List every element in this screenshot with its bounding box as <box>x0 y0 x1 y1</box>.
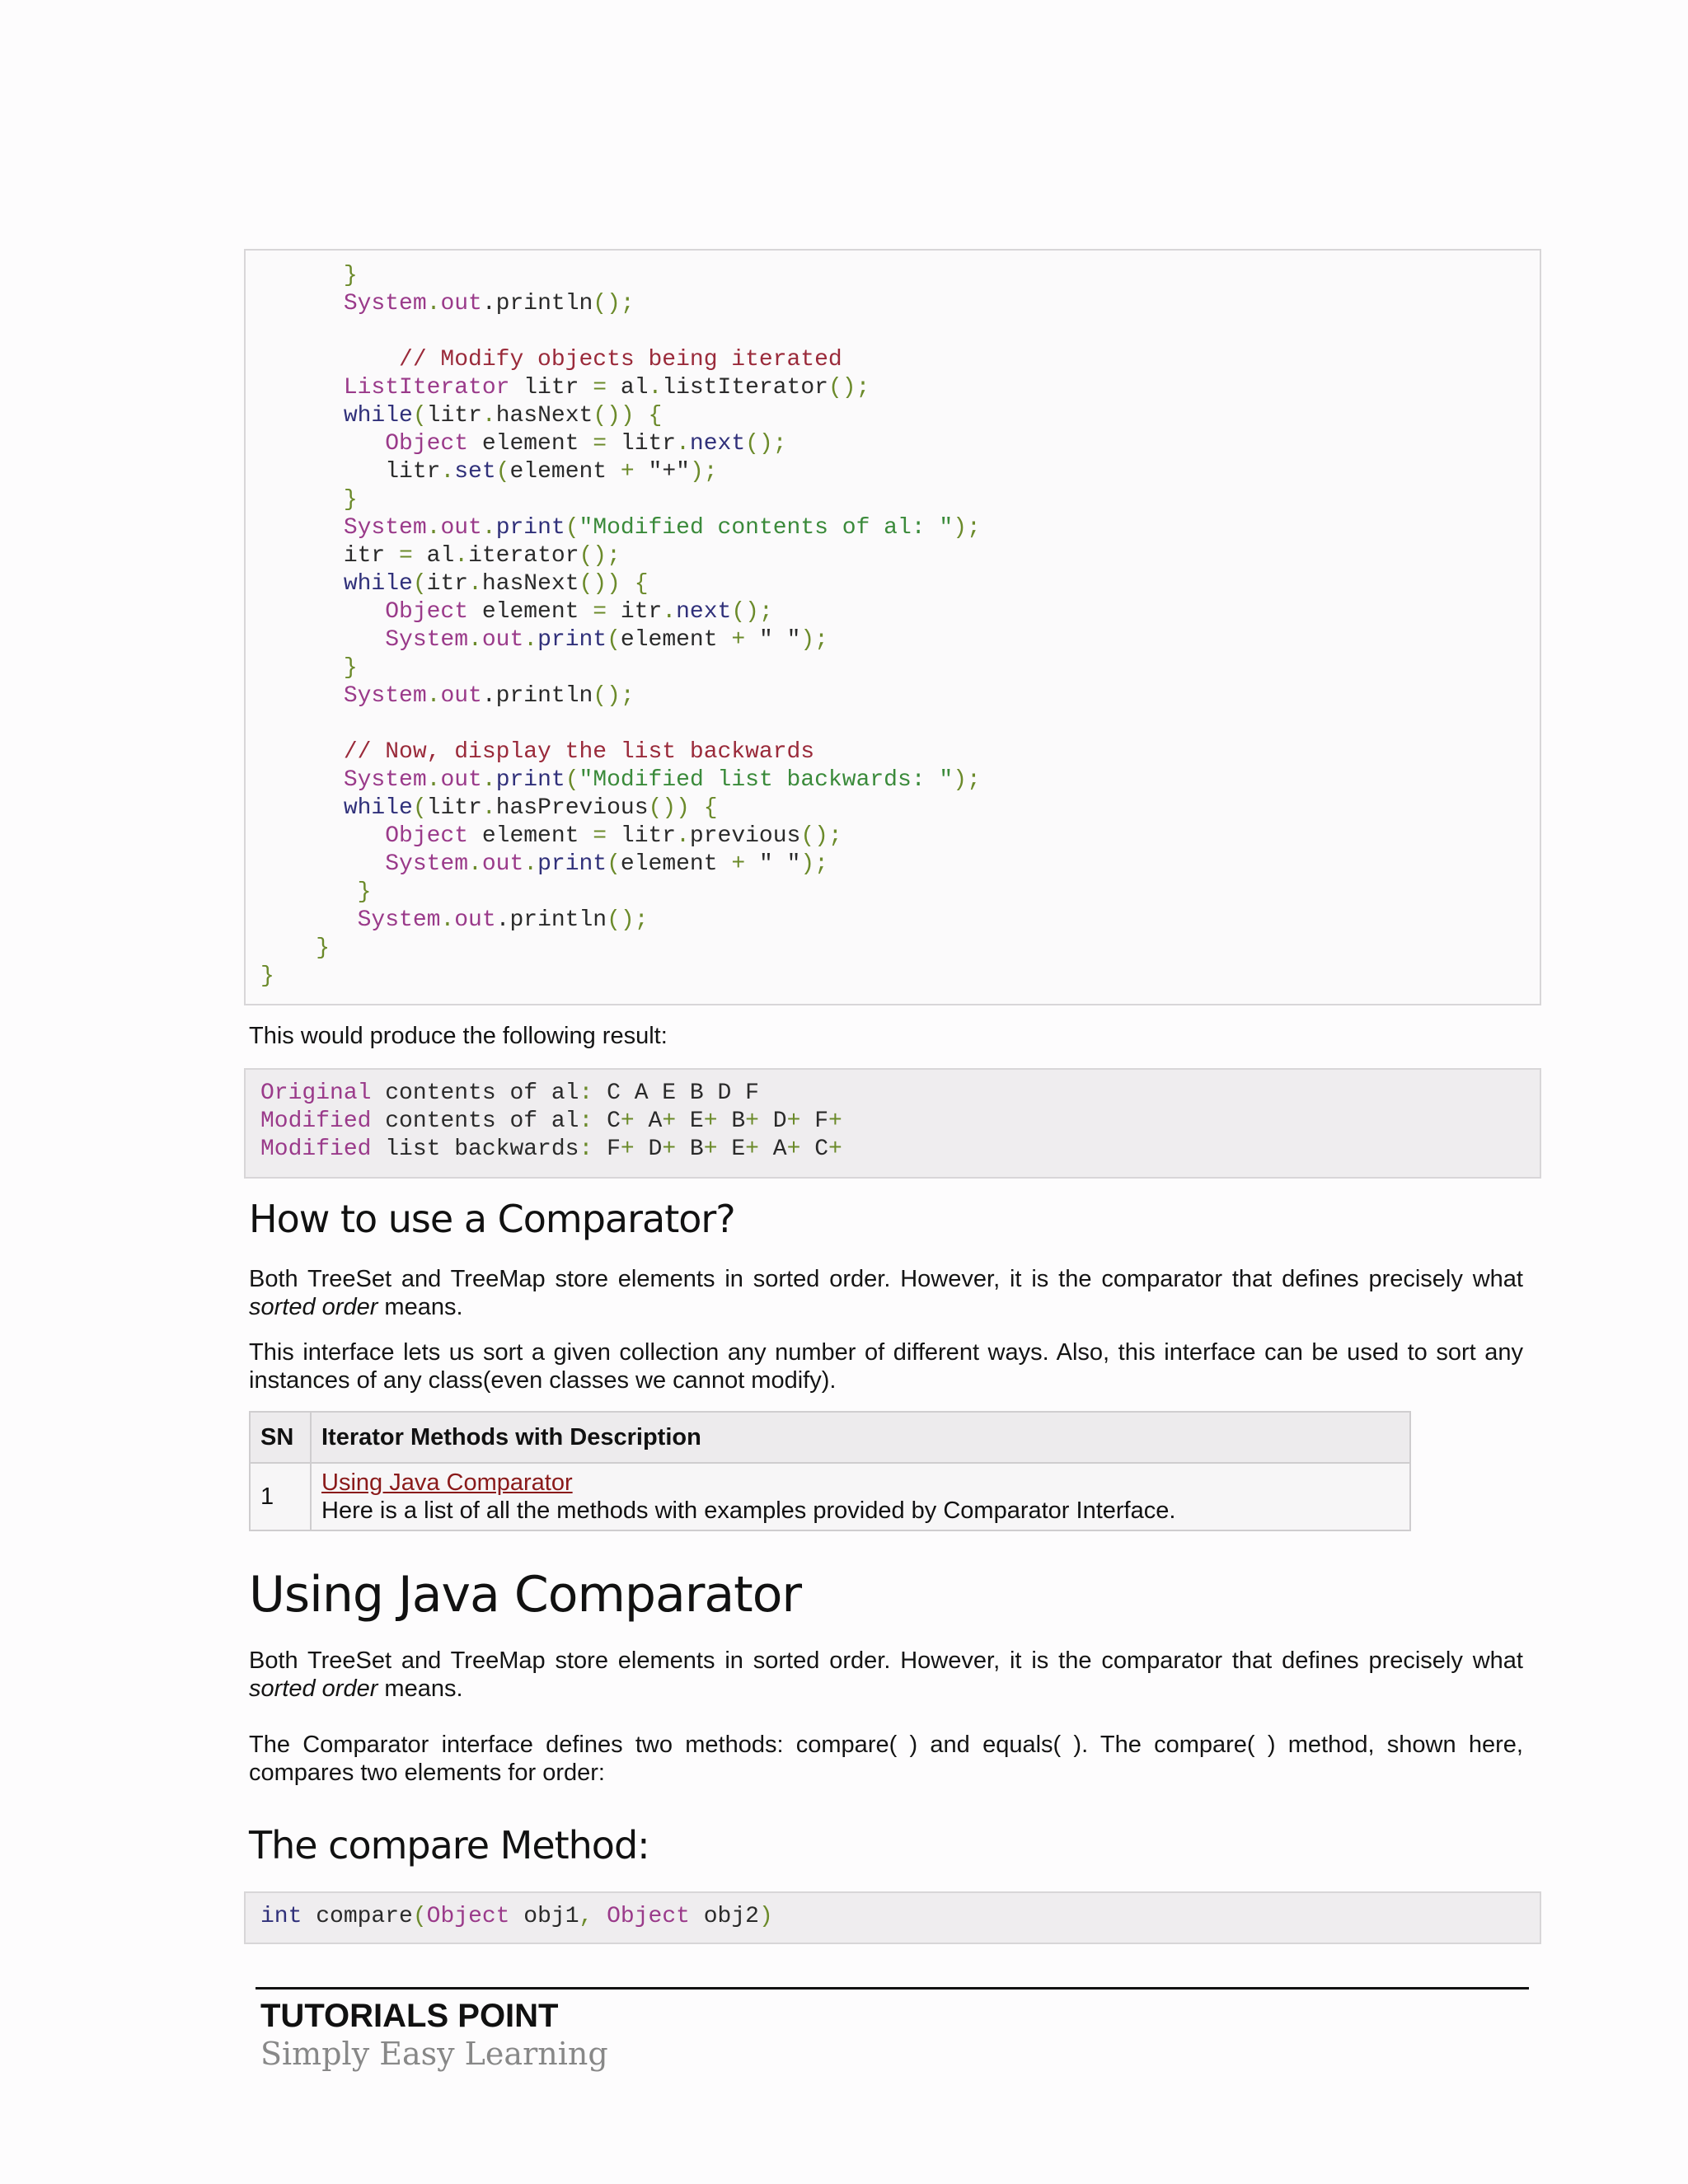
code-token: "Modified list backwards: " <box>579 767 954 793</box>
code-token: D <box>634 1137 663 1162</box>
code-token: System <box>260 767 427 793</box>
code-token: + <box>620 1137 635 1162</box>
code-line <box>260 290 635 318</box>
code-token: out <box>440 291 482 316</box>
code-token: . <box>426 291 441 316</box>
code-token: = <box>593 375 607 401</box>
code-token: out <box>454 907 496 933</box>
code-token: . <box>454 543 469 569</box>
code-token: . <box>648 375 663 401</box>
code-line <box>260 963 274 991</box>
code-token: } <box>260 263 358 288</box>
code-token: itr <box>426 571 469 597</box>
code-token: Modified <box>260 1108 372 1134</box>
code-token: = <box>593 599 607 625</box>
code-token: System <box>260 907 441 933</box>
code-line <box>260 570 649 598</box>
code-token: D <box>758 1108 787 1134</box>
code-line <box>260 542 621 570</box>
code-token: contents of al <box>371 1108 579 1134</box>
code-line <box>260 262 358 290</box>
code-token: . <box>468 627 482 653</box>
table-cell-description <box>311 1463 1410 1530</box>
code-token: int <box>260 1904 302 1929</box>
code-token: iterator <box>468 543 579 569</box>
code-token: + <box>620 1108 635 1134</box>
code-token: out <box>440 515 482 541</box>
code-token: : <box>579 1080 593 1106</box>
code-token: E <box>717 1137 746 1162</box>
code-token: . <box>523 851 538 877</box>
code-token: ( <box>607 851 621 877</box>
code-line <box>260 738 814 766</box>
code-token: previous <box>689 823 801 849</box>
code-token: . <box>676 431 690 457</box>
method-description-text: Here is a list of all the methods with examples provided by Comparator Interface. <box>321 1497 1176 1524</box>
code-token: = <box>593 823 607 849</box>
code-token: + <box>662 1108 677 1134</box>
code-token: out <box>440 683 482 709</box>
code-token: list backwards <box>371 1137 579 1162</box>
code-token: ( <box>412 571 427 597</box>
code-token: litr <box>426 795 482 821</box>
code-line <box>260 458 718 486</box>
code-token: Object <box>426 1904 510 1929</box>
code-token: " " <box>745 627 801 653</box>
code-token: } <box>260 879 372 905</box>
code-token: . <box>440 459 455 485</box>
code-line <box>260 626 828 654</box>
table-row <box>250 1463 1410 1530</box>
code-token: . <box>676 823 690 849</box>
code-token: al <box>607 375 649 401</box>
code-line <box>260 794 718 823</box>
code-token: print <box>495 515 565 541</box>
table-header-description: Iterator Methods with Description <box>311 1412 1410 1463</box>
code-token: out <box>481 851 524 877</box>
code-token: . <box>440 907 455 933</box>
code-token: F <box>593 1137 621 1162</box>
methods-table <box>249 1411 1411 1531</box>
heading-how-to-use-comparator: How to use a Comparator? <box>249 1197 735 1241</box>
code-token: Object <box>607 1904 690 1929</box>
code-token: ( <box>412 403 427 429</box>
code-token: litr <box>509 375 593 401</box>
using-paragraph-1 <box>249 1647 1523 1703</box>
code-token: (); <box>593 291 635 316</box>
code-token: itr <box>260 543 400 569</box>
code-line <box>260 682 635 710</box>
code-token: + <box>828 1137 842 1162</box>
code-token: element <box>468 823 593 849</box>
using-paragraph-1-text: Both TreeSet and TreeMap store elements in sorted order. However, it is the comparator that defines precisely what <box>249 1647 1523 1674</box>
code-token: (); <box>607 907 649 933</box>
code-token: (); <box>579 543 621 569</box>
code-token: = <box>593 431 607 457</box>
sorted-order-emphasis: sorted order <box>249 1294 378 1320</box>
comparator-paragraph-2: This interface lets us sort a given collection any number of different ways. Also, this interface can be used to sort any instances of any class(even classes we cannot modify). <box>249 1339 1523 1394</box>
code-token: ); <box>800 627 828 653</box>
code-token <box>593 1904 607 1929</box>
table-cell-sn: 1 <box>250 1463 311 1530</box>
code-token: : <box>579 1137 593 1162</box>
code-block-compare-signature <box>244 1891 1541 1944</box>
code-token: element <box>509 459 621 485</box>
code-line <box>260 1108 842 1136</box>
code-token: obj2 <box>689 1904 759 1929</box>
code-token: . <box>523 627 538 653</box>
code-token: litr <box>607 823 677 849</box>
comparator-paragraph-1-text: Both TreeSet and TreeMap store elements in sorted order. However, it is the comparator that defines precisely what <box>249 1266 1523 1292</box>
code-token: ) <box>758 1904 773 1929</box>
code-line <box>260 851 828 879</box>
code-token: (); <box>593 683 635 709</box>
code-token: next <box>689 431 746 457</box>
code-token: + <box>731 627 746 653</box>
code-line <box>260 514 981 542</box>
code-token: + <box>786 1137 801 1162</box>
code-token: Modified <box>260 1137 372 1162</box>
code-token: . <box>426 515 441 541</box>
code-token: + <box>620 459 635 485</box>
code-line <box>260 1080 759 1108</box>
code-token: element <box>468 431 593 457</box>
code-token: next <box>676 599 732 625</box>
code-token: + <box>828 1108 842 1134</box>
code-token: out <box>440 767 482 793</box>
code-token: hasPrevious <box>495 795 649 821</box>
code-token: . <box>426 683 441 709</box>
code-token: print <box>537 627 607 653</box>
code-token: listIterator <box>662 375 828 401</box>
code-token: "Modified contents of al: " <box>579 515 954 541</box>
table-header-sn: SN <box>250 1412 311 1463</box>
code-token: (); <box>828 375 870 401</box>
footer-tagline: Simply Easy Learning <box>260 2036 608 2072</box>
code-token: : <box>579 1108 593 1134</box>
using-paragraph-1-end: means. <box>377 1675 463 1702</box>
code-token: ); <box>953 515 981 541</box>
code-token: hasNext <box>495 403 593 429</box>
code-token: ListIterator <box>260 375 510 401</box>
code-token: + <box>703 1108 718 1134</box>
code-token: obj1 <box>509 1904 579 1929</box>
code-token: while <box>260 571 413 597</box>
code-token: B <box>676 1137 704 1162</box>
code-token: .println <box>481 291 593 316</box>
code-token: .println <box>495 907 607 933</box>
code-token: . <box>481 515 496 541</box>
table-header-row <box>250 1412 1410 1463</box>
code-token: } <box>260 935 331 961</box>
code-token: (); <box>731 599 773 625</box>
code-token: ( <box>565 515 579 541</box>
code-line <box>260 935 330 963</box>
code-line <box>260 879 371 907</box>
code-token: . <box>426 767 441 793</box>
code-line <box>260 402 662 430</box>
code-token: A <box>758 1137 787 1162</box>
code-token: print <box>537 851 607 877</box>
code-token: litr <box>260 459 441 485</box>
code-token: while <box>260 795 413 821</box>
code-token: ( <box>412 795 427 821</box>
code-token: itr <box>607 599 663 625</box>
code-token: System <box>260 291 427 316</box>
heading-using-java-comparator: Using Java Comparator <box>249 1566 802 1624</box>
code-token: while <box>260 403 413 429</box>
comparator-paragraph-1-end: means. <box>377 1294 463 1320</box>
code-token: C A E B D F <box>593 1080 759 1106</box>
code-line <box>260 654 358 682</box>
code-token: print <box>495 767 565 793</box>
code-token: C <box>593 1108 621 1134</box>
code-token: ); <box>800 851 828 877</box>
code-token: element <box>620 851 732 877</box>
code-block-output <box>244 1068 1541 1179</box>
code-line <box>260 766 981 794</box>
code-token: C <box>800 1137 828 1162</box>
code-token: , <box>579 1904 593 1929</box>
code-line <box>260 598 773 626</box>
using-java-comparator-link[interactable]: Using Java Comparator <box>321 1469 573 1496</box>
code-token: Object <box>260 599 469 625</box>
code-token: ()) { <box>648 795 718 821</box>
code-token: System <box>260 515 427 541</box>
code-line <box>260 1903 773 1931</box>
code-line <box>260 907 649 935</box>
code-token: . <box>468 851 482 877</box>
code-token: + <box>703 1137 718 1162</box>
code-token: = <box>399 543 413 569</box>
code-line <box>260 1136 842 1164</box>
code-token: Original <box>260 1080 372 1106</box>
code-token: . <box>481 795 496 821</box>
code-token: A <box>634 1108 663 1134</box>
footer-brand: TUTORIALS POINT <box>260 1998 559 2034</box>
code-block-main <box>244 249 1541 1005</box>
code-token: E <box>676 1108 704 1134</box>
code-token: System <box>260 851 469 877</box>
code-token: Object <box>260 431 469 457</box>
code-token: System <box>260 683 427 709</box>
code-token: Object <box>260 823 469 849</box>
code-token: (); <box>800 823 842 849</box>
code-token: . <box>481 403 496 429</box>
code-token: } <box>260 963 274 989</box>
code-token: " " <box>745 851 801 877</box>
result-intro-text: This would produce the following result: <box>249 1023 668 1049</box>
code-token: (); <box>745 431 787 457</box>
sorted-order-emphasis-2: sorted order <box>249 1675 378 1702</box>
code-token: // Now, display the list backwards <box>260 739 815 765</box>
code-token: + <box>662 1137 677 1162</box>
code-token: al <box>412 543 455 569</box>
code-token: + <box>745 1108 759 1134</box>
code-token: ( <box>607 627 621 653</box>
code-line <box>260 374 870 402</box>
code-token: } <box>260 487 358 513</box>
code-token: ); <box>953 767 981 793</box>
code-token: . <box>468 571 482 597</box>
using-paragraph-2: The Comparator interface defines two methods: compare( ) and equals( ). The compare( ) method, shown here, compares two elements for order: <box>249 1732 1523 1786</box>
code-token: compare <box>302 1904 413 1929</box>
heading-compare-method: The compare Method: <box>249 1823 649 1868</box>
code-token: ()) { <box>593 403 663 429</box>
code-token: element <box>620 627 732 653</box>
code-token: . <box>662 599 677 625</box>
footer-divider <box>256 1987 1529 1990</box>
code-token: B <box>717 1108 746 1134</box>
code-token: ); <box>689 459 718 485</box>
code-token: hasNext <box>481 571 579 597</box>
code-token: F <box>800 1108 828 1134</box>
code-token: litr <box>426 403 482 429</box>
comparator-paragraph-1 <box>249 1265 1523 1321</box>
code-line <box>260 823 842 851</box>
code-token: "+" <box>634 459 690 485</box>
code-token: set <box>454 459 496 485</box>
code-token: .println <box>481 683 593 709</box>
code-line <box>260 486 358 514</box>
code-token: element <box>468 599 593 625</box>
code-token: + <box>786 1108 801 1134</box>
code-token: ( <box>412 1904 427 1929</box>
code-token: ( <box>495 459 510 485</box>
code-token: System <box>260 627 469 653</box>
code-token: litr <box>607 431 677 457</box>
code-token: out <box>481 627 524 653</box>
code-line <box>260 346 842 374</box>
code-token: . <box>481 767 496 793</box>
code-token: } <box>260 655 358 681</box>
code-token: ( <box>565 767 579 793</box>
code-line <box>260 430 787 458</box>
code-token: // Modify objects being iterated <box>260 347 842 373</box>
code-token: + <box>731 851 746 877</box>
code-token: contents of al <box>371 1080 579 1106</box>
code-token: ()) { <box>579 571 649 597</box>
code-token: + <box>745 1137 759 1162</box>
